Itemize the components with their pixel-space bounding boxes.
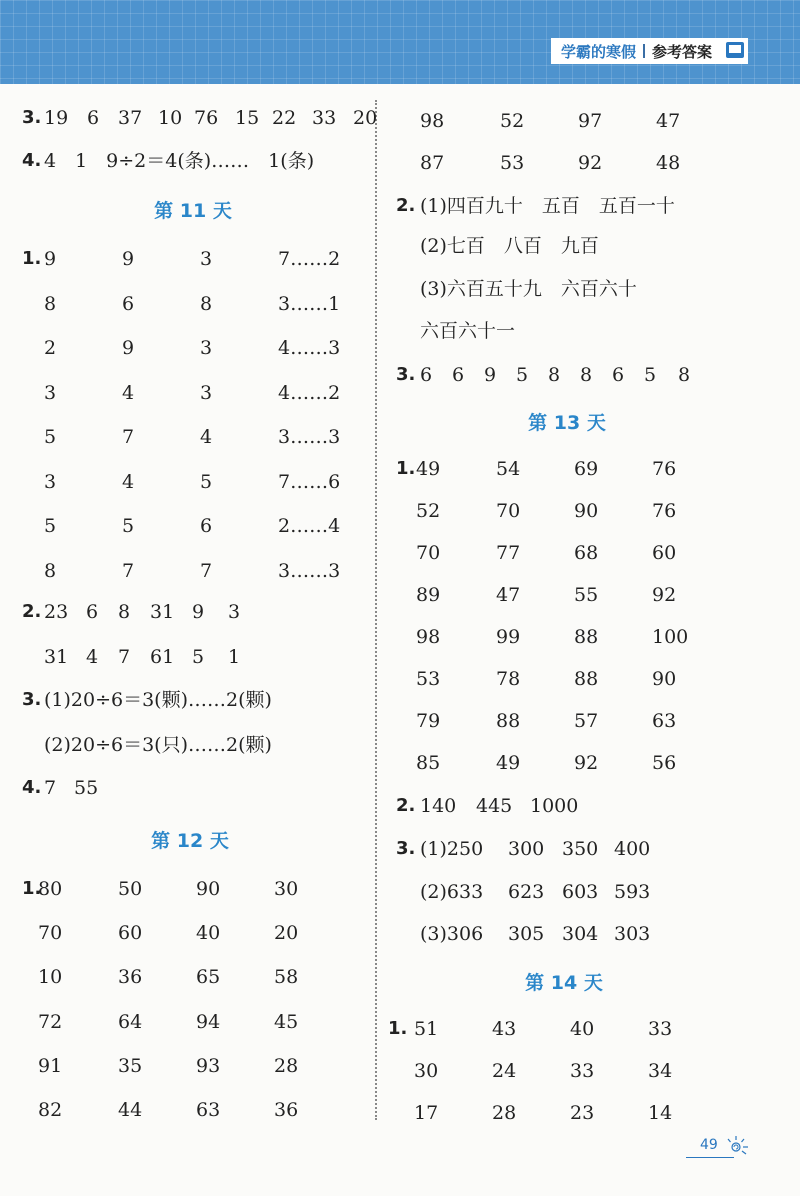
answer-text: (1)四百九十 五百 五百一十 bbox=[420, 195, 675, 217]
answer-value: 37 bbox=[118, 107, 143, 129]
answer-value: 99 bbox=[496, 626, 521, 648]
answer-value: 9 bbox=[484, 364, 497, 386]
answer-value: 63 bbox=[652, 710, 677, 732]
question-number: 3. bbox=[396, 364, 416, 385]
answer-value: 90 bbox=[574, 500, 599, 522]
answer-value: 7 bbox=[122, 426, 135, 448]
answer-value: 7 bbox=[122, 559, 135, 582]
answer-value: 8 bbox=[580, 364, 593, 386]
answer-value: 69 bbox=[574, 458, 599, 480]
answer-value: 100 bbox=[652, 626, 689, 648]
answer-value: 2 bbox=[44, 337, 57, 359]
answer-value: 5 bbox=[44, 515, 57, 537]
answer-text: 六百六十一 bbox=[420, 320, 516, 342]
answer-value: 79 bbox=[416, 710, 441, 732]
answer-value: 303 bbox=[614, 923, 651, 945]
answer-value: 33 bbox=[312, 107, 337, 129]
answer-value: 9 bbox=[122, 248, 135, 270]
answer-value: 8 bbox=[118, 601, 131, 623]
answer-value: 43 bbox=[492, 1018, 517, 1040]
question-number: 3. bbox=[22, 107, 42, 128]
answer-value: 23 bbox=[570, 1102, 595, 1124]
answer-value: 6 bbox=[86, 601, 99, 623]
answer-value: 36 bbox=[118, 966, 143, 989]
answer-text: (2)633 bbox=[420, 880, 484, 903]
answer-value: 28 bbox=[492, 1102, 517, 1124]
answer-value: 55 bbox=[74, 777, 99, 799]
answer-value: 17 bbox=[414, 1102, 439, 1124]
answer-value: 5 bbox=[192, 645, 205, 668]
answer-value: 65 bbox=[196, 966, 221, 989]
answer-value: 76 bbox=[194, 107, 219, 129]
answer-value: 30 bbox=[414, 1060, 439, 1082]
answer-value: 6 bbox=[612, 364, 625, 386]
answer-value: 3 bbox=[200, 337, 213, 359]
answer-value: 19 bbox=[44, 107, 69, 129]
answer-value: 7 bbox=[118, 645, 131, 668]
answer-value: 8 bbox=[44, 292, 57, 315]
book-icon bbox=[726, 42, 744, 58]
answer-value: 50 bbox=[118, 878, 143, 900]
answer-value: 304 bbox=[562, 923, 599, 945]
answer-text: (3)六百五十九 六百六十 bbox=[420, 278, 637, 300]
answer-value: 97 bbox=[578, 110, 603, 132]
answer-value: 91 bbox=[38, 1054, 63, 1077]
answer-value: 8 bbox=[548, 364, 561, 386]
answer-value: 90 bbox=[652, 668, 677, 690]
answer-value: 5 bbox=[122, 515, 135, 537]
answer-value: 45 bbox=[274, 1010, 299, 1033]
answer-value: 6 bbox=[122, 292, 135, 315]
answer-value: 22 bbox=[272, 107, 297, 129]
day-title: 第 13 天 bbox=[528, 412, 606, 434]
answer-value: 89 bbox=[416, 584, 441, 606]
answer-value: 4 bbox=[122, 381, 135, 404]
answer-value: 88 bbox=[574, 668, 599, 690]
answer-value: 53 bbox=[500, 152, 525, 174]
answer-value: 40 bbox=[196, 922, 221, 945]
question-number: 4. bbox=[22, 150, 42, 171]
answer-value: 1 bbox=[228, 645, 241, 668]
answer-value: 60 bbox=[652, 542, 677, 564]
page-number-underline bbox=[686, 1157, 734, 1158]
answer-value: 9 bbox=[122, 337, 135, 359]
question-number: 1. bbox=[388, 1018, 408, 1039]
answer-value: 34 bbox=[648, 1060, 673, 1082]
answer-value: 2……4 bbox=[278, 515, 341, 537]
question-number: 1. bbox=[22, 878, 42, 899]
answer-value: 4 bbox=[86, 645, 99, 668]
header-label bbox=[551, 38, 748, 64]
answer-value: 7 bbox=[44, 777, 57, 799]
column-divider bbox=[375, 100, 377, 1120]
answer-value: 33 bbox=[570, 1060, 595, 1082]
answer-value: 5 bbox=[516, 364, 529, 386]
question-number: 1. bbox=[22, 248, 42, 269]
question-number: 2. bbox=[396, 795, 416, 816]
answer-value: 76 bbox=[652, 458, 677, 480]
answer-value: 47 bbox=[496, 584, 521, 606]
answer-value: 47 bbox=[656, 110, 681, 132]
answer-value: 88 bbox=[496, 710, 521, 732]
answer-value: 31 bbox=[44, 645, 69, 668]
answer-value: 77 bbox=[496, 542, 521, 564]
section-title: 参考答案 bbox=[651, 42, 712, 61]
answer-value: 23 bbox=[44, 601, 69, 623]
answer-value: 593 bbox=[614, 880, 651, 903]
answer-value: 6 bbox=[452, 364, 465, 386]
answer-value: 56 bbox=[652, 752, 677, 774]
answer-value: 63 bbox=[196, 1099, 221, 1121]
question-number: 1. bbox=[396, 458, 416, 479]
answer-value: 52 bbox=[416, 500, 441, 522]
answer-value: 94 bbox=[196, 1010, 221, 1033]
answer-value: 3 bbox=[44, 470, 57, 493]
answer-value: 98 bbox=[416, 626, 441, 648]
answer-value: 7……6 bbox=[278, 470, 341, 493]
answer-value: 31 bbox=[150, 601, 175, 623]
answer-value: 82 bbox=[38, 1099, 63, 1121]
answer-value: 92 bbox=[652, 584, 677, 606]
answer-value: 90 bbox=[196, 878, 221, 900]
answer-value: 68 bbox=[574, 542, 599, 564]
answer-text: (2)20÷6＝3(只)……2(颗) bbox=[44, 734, 272, 756]
answer-value: 55 bbox=[574, 584, 599, 606]
answer-text: (3)306 bbox=[420, 923, 484, 945]
question-number: 4. bbox=[22, 777, 42, 798]
answer-value: 51 bbox=[414, 1018, 439, 1040]
answer-value: 5 bbox=[200, 470, 213, 493]
answer-value: 3……3 bbox=[278, 426, 341, 448]
question-number: 2. bbox=[396, 195, 416, 216]
answer-value: 305 bbox=[508, 923, 545, 945]
answer-value: 87 bbox=[420, 152, 445, 174]
answer-value: 1000 bbox=[530, 795, 579, 817]
sun-swirl-icon bbox=[722, 1134, 752, 1156]
answer-value: 70 bbox=[496, 500, 521, 522]
answer-value: 58 bbox=[274, 966, 299, 989]
answer-value: 61 bbox=[150, 645, 175, 668]
page-number: 49 bbox=[700, 1137, 718, 1153]
answer-value: 7 bbox=[200, 559, 213, 582]
answer-value: 5 bbox=[44, 426, 57, 448]
question-number: 3. bbox=[22, 689, 42, 710]
day-title: 第 11 天 bbox=[154, 200, 232, 222]
answer-value: 8 bbox=[200, 292, 213, 315]
page-header-band bbox=[0, 0, 800, 84]
answer-value: 350 bbox=[562, 838, 599, 860]
answer-value: 80 bbox=[38, 878, 63, 900]
answer-value: 4……3 bbox=[278, 337, 341, 359]
answer-value: 14 bbox=[648, 1102, 673, 1124]
answer-value: 3 bbox=[228, 601, 241, 623]
answer-value: 54 bbox=[496, 458, 521, 480]
question-number: 2. bbox=[22, 601, 42, 622]
answer-value: 3……3 bbox=[278, 559, 341, 582]
answer-value: 85 bbox=[416, 752, 441, 774]
question-number: 3. bbox=[396, 838, 416, 859]
answer-value: 20 bbox=[353, 107, 378, 129]
answer-value: 6 bbox=[200, 515, 213, 537]
answer-value: 3 bbox=[44, 381, 57, 404]
answer-value: 70 bbox=[416, 542, 441, 564]
answer-value: 36 bbox=[274, 1099, 299, 1121]
answer-value: 49 bbox=[416, 458, 441, 480]
answer-value: 445 bbox=[476, 795, 513, 817]
answer-value: 78 bbox=[496, 668, 521, 690]
answer-value: 53 bbox=[416, 668, 441, 690]
answer-value: 72 bbox=[38, 1010, 63, 1033]
answer-value: 4 bbox=[200, 426, 213, 448]
answer-value: 30 bbox=[274, 878, 299, 900]
answer-value: 93 bbox=[196, 1054, 221, 1077]
answer-value: 10 bbox=[158, 107, 183, 129]
answer-value: 88 bbox=[574, 626, 599, 648]
answer-value: 3……1 bbox=[278, 292, 341, 315]
answer-text: (1)20÷6＝3(颗)……2(颗) bbox=[44, 689, 272, 711]
answer-value: 400 bbox=[614, 838, 651, 860]
answer-value: 9 bbox=[192, 601, 205, 623]
answer-value: 24 bbox=[492, 1060, 517, 1082]
answer-value: 4……2 bbox=[278, 381, 341, 404]
answer-value: 8 bbox=[678, 364, 691, 386]
answer-value: 623 bbox=[508, 880, 545, 903]
answer-value: 64 bbox=[118, 1010, 143, 1033]
day-title: 第 12 天 bbox=[151, 830, 229, 852]
answer-value: 92 bbox=[578, 152, 603, 174]
answer-value: 300 bbox=[508, 838, 545, 860]
answer-value: 49 bbox=[496, 752, 521, 774]
answer-value: 35 bbox=[118, 1054, 143, 1077]
answer-value: 4 bbox=[122, 470, 135, 493]
answer-value: 57 bbox=[574, 710, 599, 732]
answer-value: 98 bbox=[420, 110, 445, 132]
answer-value: 6 bbox=[420, 364, 433, 386]
answer-value: 140 bbox=[420, 795, 457, 817]
answer-value: 52 bbox=[500, 110, 525, 132]
answer-value: 76 bbox=[652, 500, 677, 522]
answer-value: 40 bbox=[570, 1018, 595, 1040]
answer-value: 9 bbox=[44, 248, 57, 270]
answer-value: 70 bbox=[38, 922, 63, 945]
header-separator bbox=[643, 44, 645, 58]
answer-value: 3 bbox=[200, 381, 213, 404]
answer-value: 48 bbox=[656, 152, 681, 174]
answer-value: 33 bbox=[648, 1018, 673, 1040]
answer-value: 28 bbox=[274, 1054, 299, 1077]
answer-value: 6 bbox=[87, 107, 100, 129]
answer-value: 10 bbox=[38, 966, 63, 989]
answer-value: 5 bbox=[644, 364, 657, 386]
book-title: 学霸的寒假 bbox=[560, 42, 636, 61]
answer-value: 7……2 bbox=[278, 248, 341, 270]
answer-value: 8 bbox=[44, 559, 57, 582]
answer-value: 44 bbox=[118, 1099, 143, 1121]
answer-value: 3 bbox=[200, 248, 213, 270]
answer-value: 60 bbox=[118, 922, 143, 945]
answer-value: 15 bbox=[235, 107, 260, 129]
answer-value: 20 bbox=[274, 922, 299, 945]
answer-value: 92 bbox=[574, 752, 599, 774]
day-title: 第 14 天 bbox=[525, 972, 603, 994]
answer-text: (2)七百 八百 九百 bbox=[420, 235, 599, 257]
answer-text: (1)250 bbox=[420, 838, 484, 860]
answer-value: 603 bbox=[562, 880, 599, 903]
answer-text: 4 1 9÷2＝4(条)…… 1(条) bbox=[44, 150, 315, 172]
